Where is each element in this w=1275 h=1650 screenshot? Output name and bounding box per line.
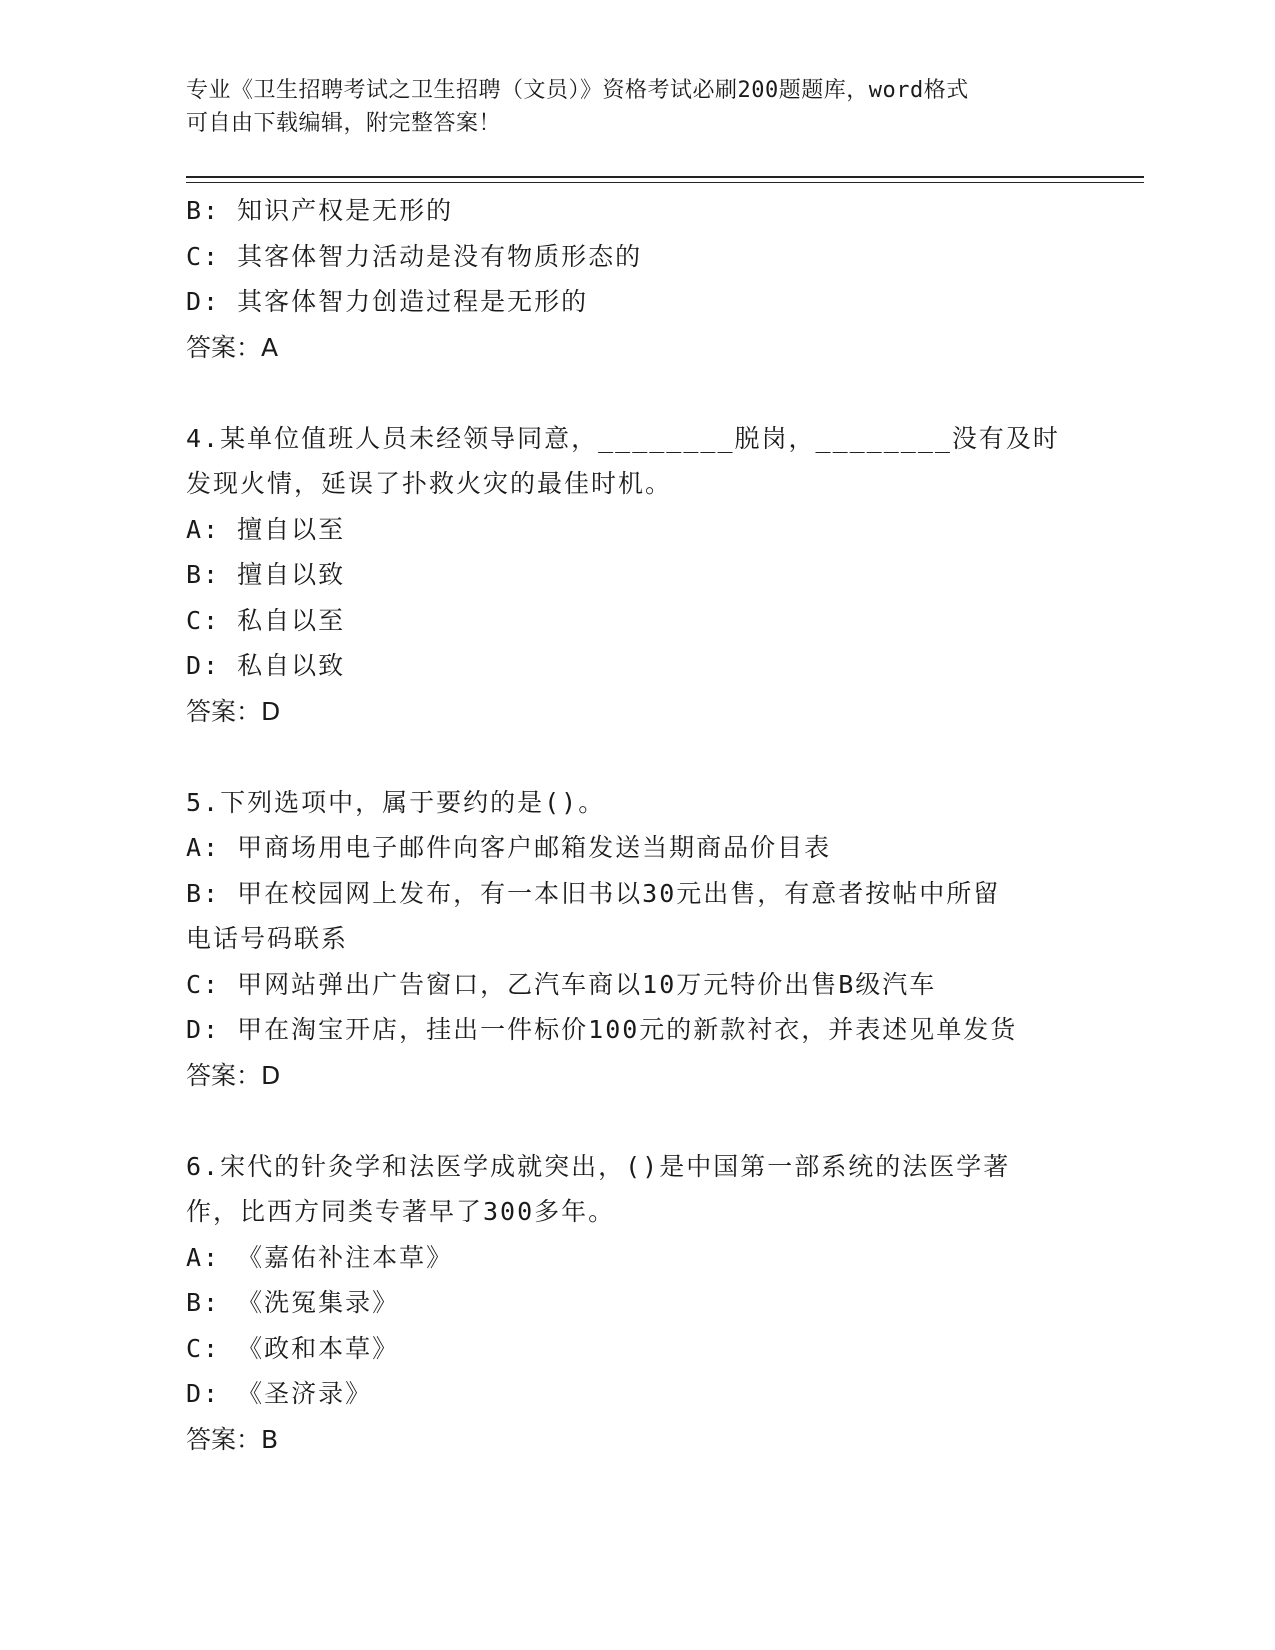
option-c: C: 其客体智力活动是没有物质形态的	[186, 241, 643, 271]
option-b: B: 《洗冤集录》	[186, 1288, 400, 1317]
header-line-2: 可自由下载编辑，附完整答案！	[186, 111, 502, 136]
question-stem: 6.宋代的针灸学和法医学成就突出，()是中国第一部系统的法医学著	[186, 1151, 1011, 1181]
option-d: D: 《圣济录》	[186, 1379, 373, 1408]
option-d: D: 甲在淘宝开店，挂出一件标价100元的新款衬衣，并表述见单发货	[186, 1015, 1018, 1044]
option-c: C: 《政和本草》	[186, 1333, 400, 1363]
option-a: A: 擅自以至	[186, 514, 346, 544]
question-5	[186, 780, 1066, 1099]
question-6	[186, 1144, 1066, 1463]
option-a: A: 甲商场用电子邮件向客户邮箱发送当期商品价目表	[186, 833, 832, 862]
answer-line: 答案：D	[186, 696, 281, 726]
header-divider-thin	[186, 182, 1144, 183]
spacer	[186, 1098, 1066, 1144]
question-content	[186, 188, 1066, 1462]
question-3-continued	[186, 188, 1066, 370]
answer-line: 答案：B	[186, 1424, 279, 1454]
question-stem: 作，比西方同类专著早了300多年。	[186, 1197, 616, 1226]
header-line-1: 专业《卫生招聘考试之卫生招聘（文员）》资格考试必刷200题题库，word格式	[186, 78, 969, 103]
header-divider-thick	[186, 176, 1144, 178]
question-4	[186, 416, 1066, 735]
question-stem: 发现火情，延误了扑救火灾的最佳时机。	[186, 469, 673, 498]
option-d: D: 其客体智力创造过程是无形的	[186, 287, 589, 316]
option-b-continued: 电话号码联系	[186, 924, 349, 953]
option-c: C: 甲网站弹出广告窗口，乙汽车商以10万元特价出售B级汽车	[186, 969, 937, 999]
document-header	[186, 74, 1066, 140]
question-stem: 5.下列选项中，属于要约的是()。	[186, 787, 606, 817]
spacer	[186, 734, 1066, 780]
spacer	[186, 370, 1066, 416]
option-a: A: 《嘉佑补注本草》	[186, 1242, 454, 1272]
option-b: B: 知识产权是无形的	[186, 196, 454, 225]
option-d: D: 私自以致	[186, 651, 346, 680]
option-c: C: 私自以至	[186, 605, 346, 635]
answer-line: 答案：A	[186, 332, 279, 362]
answer-line: 答案：D	[186, 1060, 281, 1090]
option-b: B: 擅自以致	[186, 560, 346, 589]
option-b: B: 甲在校园网上发布，有一本旧书以30元出售，有意者按帖中所留	[186, 878, 1001, 908]
question-stem: 4.某单位值班人员未经领导同意，________脱岗，________没有及时	[186, 423, 1060, 453]
